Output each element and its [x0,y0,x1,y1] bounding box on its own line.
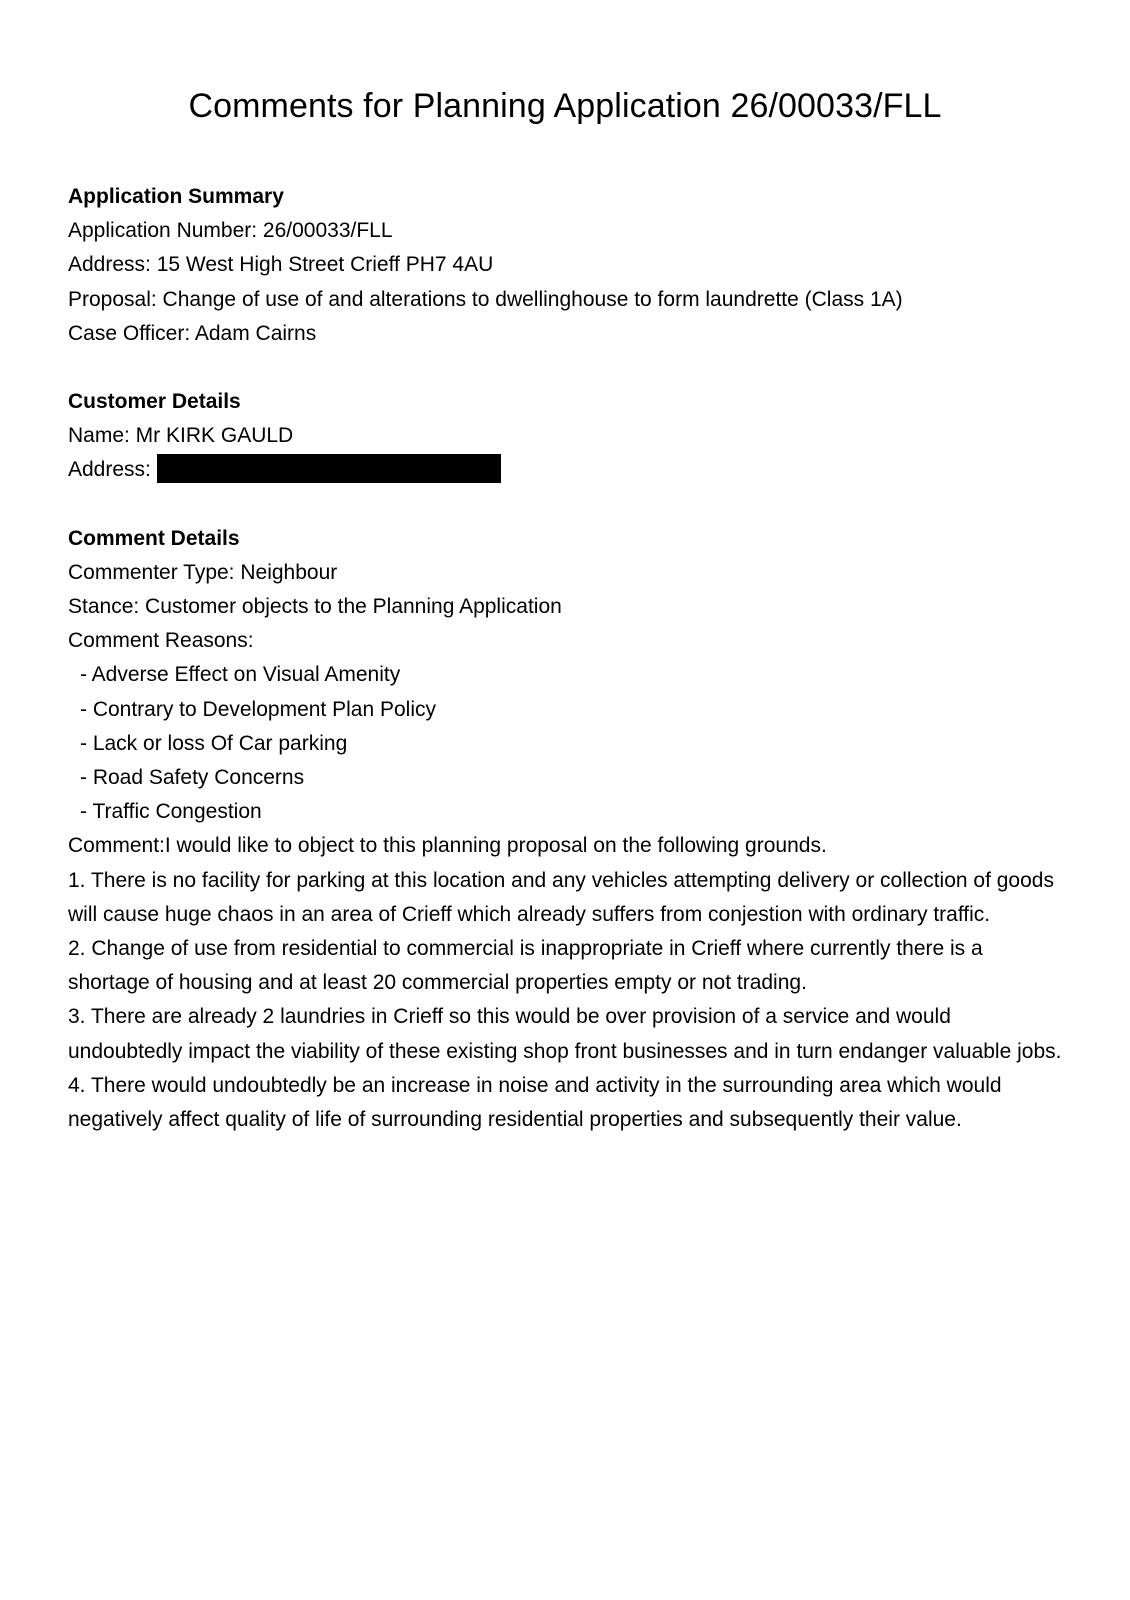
redaction-block [157,454,501,483]
comment-point-2: 2. Change of use from residential to commercial is inappropriate in Crieff where currently there is a shortage of housing and at least 20 commercial properties empty or not trading. [68,937,983,995]
section-spacer [68,488,1068,522]
customer-details-section [68,385,1068,488]
document-body [68,180,1068,1137]
commenter-type: Commenter Type: Neighbour [68,560,338,584]
stance: Stance: Customer objects to the Planning Application [68,595,562,619]
customer-address-label: Address: [68,458,151,482]
customer-address-row [68,453,1068,487]
comment-reasons-list [68,658,1068,829]
comment-details-heading: Comment Details [68,526,240,550]
comment-reasons-label: Comment Reasons: [68,629,254,653]
comment-point-3: 3. There are already 2 laundries in Crieff so this would be over provision of a service and would undoubtedly impact the viability of these existing shop front businesses and in turn endanger valuable jobs. [68,1005,1062,1063]
customer-name: Name: Mr KIRK GAULD [68,424,294,448]
application-number: Application Number: 26/00033/FLL [68,219,393,243]
comment-intro: Comment:I would like to object to this planning proposal on the following grounds. [68,834,827,858]
list-item: - Contrary to Development Plan Policy [80,697,436,721]
list-item: - Traffic Congestion [80,800,262,824]
application-summary-heading: Application Summary [68,185,284,208]
list-item: - Lack or loss Of Car parking [80,731,348,755]
case-officer: Case Officer: Adam Cairns [68,321,317,345]
application-proposal: Proposal: Change of use of and alterations to dwellinghouse to form laundrette (Class 1A) [68,287,903,311]
application-summary-section [68,180,1068,351]
list-item: - Road Safety Concerns [80,766,305,790]
comment-details-section [68,522,1068,1138]
customer-details-heading: Customer Details [68,390,241,414]
list-item: - Adverse Effect on Visual Amenity [80,663,401,687]
comment-point-4: 4. There would undoubtedly be an increase in noise and activity in the surrounding area which would negatively affect quality of life of surrounding residential properties and subsequently their value. [68,1073,1002,1132]
page-title: Comments for Planning Application 26/00033/FLL [188,87,942,125]
application-address: Address: 15 West High Street Crieff PH7 4AU [68,253,494,277]
comment-point-1: 1. There is no facility for parking at this location and any vehicles attempting delivery or collection of goods will cause huge chaos in an area of Crieff which already suffers from conjestion with ordinary traffic. [68,868,1054,926]
section-spacer [68,351,1068,385]
